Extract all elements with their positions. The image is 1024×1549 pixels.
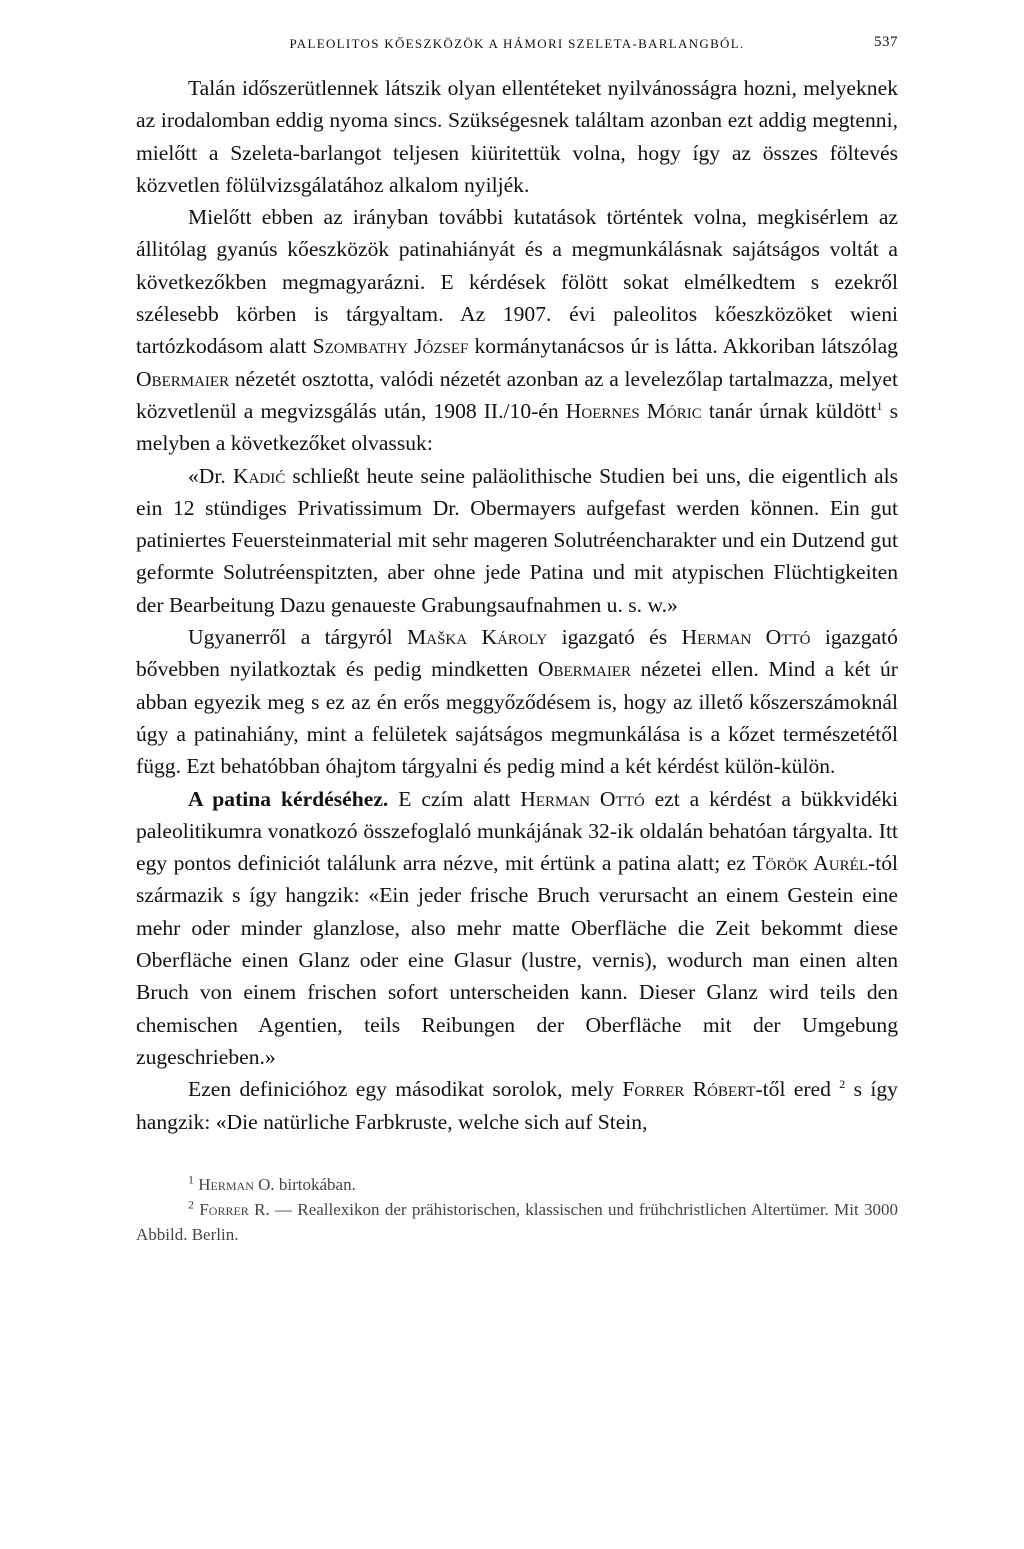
paragraph-2-text-1: Mielőtt ebben az irányban további kutatások történtek volna, megkisérlem az állitólag gyanús kőeszközök patinahiányát és a megmunkálásnak sajátságos voltát a következőkben megmagyarázni. E kérdések fölött sokat elmélkedtem s ezekről szélesebb körben is tárgyaltam. Az 1907. évi paleolitos kőeszközöket wieni tartózkodásom alatt (136, 205, 898, 359)
person-name-obermaier-2: Obermaier (537, 657, 632, 682)
paragraph-4-text-1: Ugyanerről a tárgyról (188, 625, 393, 650)
paragraph-4-text-4: nézetei ellen. Mind a két úr abban egyezik meg s ez az én erős meggyőződésem is, hogy az illető kőszerszámoknál úgy a patinahiány, mint a felületek sajátságos megmunkálása is a kőzet természetétől függ. Ezt behatóbban óhajtom tárgyalni és pedig mind a két kérdést külön-külön. (136, 657, 898, 779)
paragraph-2-text-4: tanár úrnak küldött (708, 398, 877, 423)
running-head (136, 30, 898, 60)
footnote-1-mark: 1 (188, 1172, 194, 1187)
section-heading-patina: A patina kérdéséhez. (188, 786, 389, 811)
footnote-1 (136, 1172, 898, 1197)
person-name-herman-2: Herman Ottó (520, 786, 645, 811)
footnote-1-name: Herman O. (198, 1174, 275, 1194)
person-name-szombathy: Szombathy József (312, 334, 469, 359)
person-name-forrer: Forrer Róbert (622, 1077, 756, 1102)
paragraph-3-quote (136, 460, 898, 621)
paragraph-1: Talán időszerütlennek látszik olyan ellentéteket nyilvánosságra hozni, melyeknek az irodalomban eddig nyoma sincs. Szükségesnek találtam azonban ezt addig megtenni, mielőtt a Szeleta-barlangot teljesen kiüritettük volna, hogy így az összes föltevés közvetlen fölülvizsgálatához alkalom nyiljék. (136, 76, 898, 197)
paragraph-5-text-1: E czím alatt (398, 786, 511, 811)
paragraph-4-text-2: igazgató és (561, 625, 668, 650)
paragraph-5-text-2: ezt a kérdést a bükkvidéki paleolitikumra vonatkozó összefoglaló munkájának 32-ik oldalán behatóan tárgyalta. Itt egy pontos definiciót találunk arra nézve, mit értünk a patina alatt; ez (136, 786, 899, 876)
person-name-kadic: Kadić (232, 463, 286, 488)
footnote-1-text: birtokában. (278, 1174, 356, 1194)
paragraph-5-text-3: -tól származik s így hangzik: «Ein jeder frische Bruch verursacht an einem Gestein eine mehr oder minder glanzlose, also mehr matte Oberfläche die Zeit bekommt diese Oberfläche einen Glanz oder eine Glasur (lustre, vernis), wodurch man einen alten Bruch von einem frischen sofort unterscheiden kann. Dieser Glanz wird teils den chemischen Agentien, teils Reibungen der Oberfläche mit der Umgebung zugeschrieben.» (136, 851, 898, 1069)
footnotes (136, 1172, 898, 1247)
paragraph-5 (136, 783, 898, 1074)
footnote-2 (136, 1197, 898, 1247)
footnote-2-name: Forrer R. (199, 1199, 270, 1219)
footnote-2-text: — Reallexikon der prähistorischen, klassischen und frühchristlichen Altertümer. Mit 3000 Abbild. Berlin. (136, 1199, 899, 1244)
paragraph-4 (136, 621, 898, 782)
footnote-2-mark: 2 (188, 1197, 194, 1212)
person-name-maska: Maška Károly (407, 625, 548, 650)
paragraph-2 (136, 201, 898, 459)
person-name-obermaier: Obermaier (136, 366, 230, 391)
document-page (136, 30, 898, 1247)
paragraph-4-text-3: igazgató bővebben nyilatkoztak és pedig mindketten (136, 625, 898, 682)
paragraph-6 (136, 1073, 898, 1138)
paragraph-2-text-5: s melyben a következőket olvassuk: (136, 398, 899, 456)
person-name-torok: Török Aurél (752, 851, 868, 876)
person-name-hoernes: Hoernes Móric (565, 398, 702, 423)
footnote-ref-2[interactable]: 2 (839, 1077, 846, 1092)
page-number: 537 (874, 34, 898, 50)
body-text (136, 72, 898, 1138)
paragraph-6-text-3: s így hangzik: «Die natürliche Farbkruste, welche sich auf Stein, (136, 1077, 898, 1134)
running-head-title: PALEOLITOS KŐESZKÖZÖK A HÁMORI SZELETA-BARLANGBÓL. (289, 36, 745, 51)
paragraph-2-text-2: kormánytanácsos úr is látta. Akkoriban látszólag (474, 334, 898, 359)
footnote-ref-1[interactable]: 1 (876, 398, 883, 413)
paragraph-3-text-2: schließt heute seine paläolithische Studien bei uns, die eigentlich als ein 12 stündiges Privatissimum Dr. Obermayers aufgefast werden können. Ein gut patiniertes Feuersteinmaterial mit sehr mageren Solutréencharakter und ein Dutzend gut geformte Solutréenspitzten, aber ohne jede Patina und mit atypischen Flüchtigkeiten der Bearbeitung Dazu genaueste Grabungsaufnahmen u. s. w.» (136, 463, 899, 617)
person-name-herman: Herman Ottó (681, 625, 811, 650)
paragraph-3-text-1: «Dr. (188, 463, 226, 488)
paragraph-6-text-1: Ezen definicióhoz egy másodikat sorolok, mely (188, 1077, 615, 1102)
paragraph-2-text-3: nézetét osztotta, valódi nézetét azonban az a levelezőlap tartalmazza, melyet közvetlenül a megvizsgálás után, 1908 II./10-én (136, 366, 898, 423)
paragraph-6-text-2: -től ered (755, 1077, 831, 1102)
